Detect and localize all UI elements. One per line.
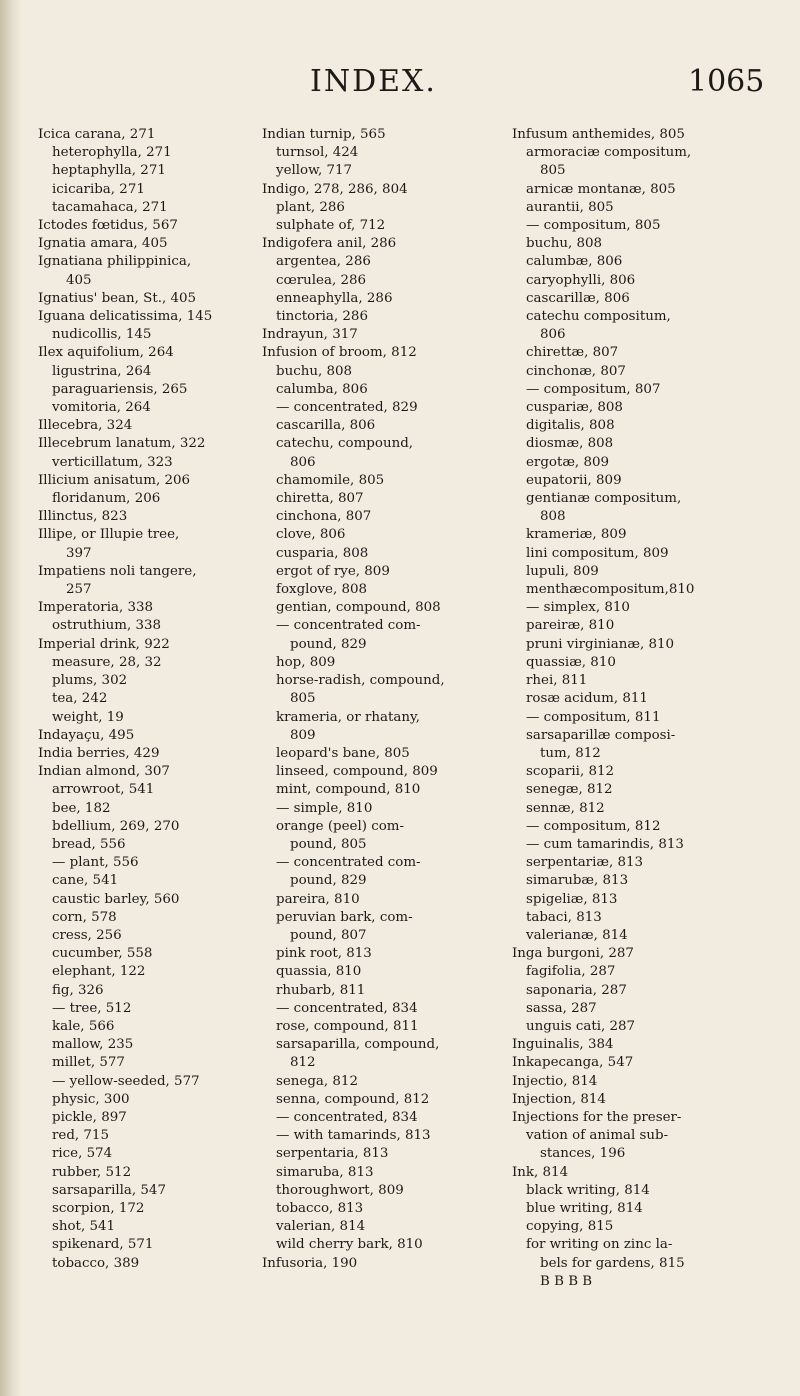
index-entry: Indian turnip, 565 <box>262 127 386 142</box>
index-entry: B B B B <box>540 1273 593 1289</box>
index-entry: sassa, 287 <box>526 1000 597 1016</box>
page-binding-edge <box>0 0 22 1396</box>
index-entry: cusparia, 808 <box>276 545 369 561</box>
index-entry: ostruthium, 338 <box>52 618 162 634</box>
index-entry: calumba, 806 <box>276 381 368 397</box>
index-entry: cinchona, 807 <box>276 509 372 525</box>
index-entry: pound, 829 <box>290 873 367 889</box>
index-entry: pink root, 813 <box>276 946 372 962</box>
index-entry: Ictodes fœtidus, 567 <box>38 218 178 234</box>
index-entry: plant, 286 <box>276 199 345 215</box>
index-entry: clove, 806 <box>276 527 346 543</box>
index-entry: spikenard, 571 <box>52 1237 154 1253</box>
index-entry: — concentrated, 834 <box>276 1109 418 1125</box>
index-entry: Illipe, or Illupie tree, <box>38 527 180 543</box>
index-entry: cane, 541 <box>52 873 119 889</box>
index-entry: Indigo, 278, 286, 804 <box>262 181 408 197</box>
index-entry: kale, 566 <box>52 1018 115 1034</box>
index-entry: buchu, 808 <box>276 363 353 379</box>
index-entry: — yellow-seeded, 577 <box>52 1073 200 1089</box>
index-entry: corn, 578 <box>52 909 117 925</box>
index-column-1 <box>38 126 263 1273</box>
index-entry: arrowroot, 541 <box>52 782 155 798</box>
index-entry: Illecebrum lanatum, 322 <box>38 436 206 452</box>
index-entry: fagifolia, 287 <box>526 964 616 980</box>
index-entry: — plant, 556 <box>52 855 139 871</box>
index-entry: blue writing, 814 <box>526 1200 643 1216</box>
index-entry: — simplex, 810 <box>526 600 630 616</box>
index-entry: Indian almond, 307 <box>38 764 170 780</box>
index-entry: — concentrated, 834 <box>276 1000 418 1016</box>
index-entry: 812 <box>290 1055 316 1071</box>
index-entry: Injectio, 814 <box>512 1073 598 1089</box>
index-entry: Ilex aquifolium, 264 <box>38 345 174 361</box>
index-entry: thoroughwort, 809 <box>276 1182 404 1198</box>
index-entry: digitalis, 808 <box>526 418 615 434</box>
index-entry: rice, 574 <box>52 1146 113 1162</box>
index-entry: bread, 556 <box>52 836 126 852</box>
index-entry: menthæcompositum,810 <box>526 582 695 598</box>
index-entry: cœrulea, 286 <box>276 272 367 288</box>
index-entry: Inga burgoni, 287 <box>512 946 634 962</box>
index-entry: senega, 812 <box>276 1073 358 1089</box>
index-entry: hop, 809 <box>276 654 336 670</box>
index-entry: lupuli, 809 <box>526 563 599 579</box>
index-entry: — cum tamarindis, 813 <box>526 836 684 852</box>
index-entry: catechu compositum, <box>526 309 671 325</box>
index-entry: weight, 19 <box>52 709 124 725</box>
index-entry: Ignatiana philippinica, <box>38 254 192 270</box>
index-entry: diosmæ, 808 <box>526 436 614 452</box>
index-entry: foxglove, 808 <box>276 582 368 598</box>
index-entry: 405 <box>66 272 92 288</box>
index-entry: serpentariæ, 813 <box>526 855 644 871</box>
index-entry: — concentrated com- <box>276 855 421 871</box>
index-entry: plums, 302 <box>52 673 128 689</box>
index-entry: — concentrated, 829 <box>276 400 418 416</box>
index-entry: Imperatoria, 338 <box>38 600 154 616</box>
index-entry: yellow, 717 <box>276 163 353 179</box>
index-entry: gentianæ compositum, <box>526 491 682 507</box>
index-entry: tobacco, 389 <box>52 1255 140 1271</box>
index-entry: 809 <box>290 727 316 743</box>
index-entry: — compositum, 805 <box>526 218 661 234</box>
index-entry: pound, 805 <box>290 836 367 852</box>
index-entry: measure, 28, 32 <box>52 654 162 670</box>
index-entry: Icica carana, 271 <box>38 127 156 142</box>
page-number: 1065 <box>688 64 765 99</box>
index-entry: simaruba, 813 <box>276 1164 374 1180</box>
index-entry: calumbæ, 806 <box>526 254 623 270</box>
index-entry: for writing on zinc la- <box>526 1237 673 1253</box>
index-entry: physic, 300 <box>52 1091 130 1107</box>
index-entry: ergot of rye, 809 <box>276 563 390 579</box>
index-entry: Infusoria, 190 <box>262 1255 358 1271</box>
index-entry: pound, 829 <box>290 636 367 652</box>
page-header <box>0 64 800 104</box>
index-entry: ergotæ, 809 <box>526 454 609 470</box>
index-entry: India berries, 429 <box>38 745 160 761</box>
index-entry: tinctoria, 286 <box>276 309 368 325</box>
index-entry: 397 <box>66 545 92 561</box>
index-entry: peruvian bark, com- <box>276 909 413 925</box>
index-entry: cascarillæ, 806 <box>526 290 630 306</box>
index-entry: arnicæ montanæ, 805 <box>526 181 676 197</box>
index-entry: Inguinalis, 384 <box>512 1037 614 1053</box>
index-entry: unguis cati, 287 <box>526 1018 636 1034</box>
index-entry: — compositum, 811 <box>526 709 661 725</box>
index-entry: Ignatia amara, 405 <box>38 236 168 252</box>
index-entry: vomitoria, 264 <box>52 400 151 416</box>
index-entry: — tree, 512 <box>52 1000 132 1016</box>
index-entry: Impatiens noli tangere, <box>38 563 197 579</box>
index-entry: eupatorii, 809 <box>526 472 622 488</box>
index-entry: Indrayun, 317 <box>262 327 358 343</box>
index-entry: red, 715 <box>52 1128 109 1144</box>
index-entry: aurantii, 805 <box>526 199 614 215</box>
index-entry: sennæ, 812 <box>526 800 605 816</box>
index-entry: sarsaparillæ composi- <box>526 727 676 743</box>
index-entry: chamomile, 805 <box>276 472 385 488</box>
index-entry: simarubæ, 813 <box>526 873 629 889</box>
index-entry: cascarilla, 806 <box>276 418 376 434</box>
index-entry: scoparii, 812 <box>526 764 615 780</box>
index-entry: elephant, 122 <box>52 964 146 980</box>
index-entry: Injections for the preser- <box>512 1109 682 1125</box>
index-entry: shot, 541 <box>52 1219 116 1235</box>
index-entry: tum, 812 <box>540 745 601 761</box>
index-column-2 <box>262 126 497 1273</box>
index-entry: senna, compound, 812 <box>276 1091 430 1107</box>
index-entry: tobacco, 813 <box>276 1200 364 1216</box>
index-entry: rubber, 512 <box>52 1164 132 1180</box>
index-entry: bee, 182 <box>52 800 111 816</box>
index-entry: scorpion, 172 <box>52 1200 145 1216</box>
index-entry: copying, 815 <box>526 1219 614 1235</box>
page-title: INDEX. <box>310 64 437 99</box>
index-entry: 257 <box>66 582 92 598</box>
index-entry: bdellium, 269, 270 <box>52 818 180 834</box>
index-entry: stances, 196 <box>540 1146 626 1162</box>
index-entry: — compositum, 812 <box>526 818 661 834</box>
index-entry: spigeliæ, 813 <box>526 891 618 907</box>
index-entry: caustic barley, 560 <box>52 891 180 907</box>
index-entry: lini compositum, 809 <box>526 545 669 561</box>
index-entry: heterophylla, 271 <box>52 145 172 161</box>
index-entry: heptaphylla, 271 <box>52 163 166 179</box>
index-entry: Infusion of broom, 812 <box>262 345 417 361</box>
index-entry: valerian, 814 <box>276 1219 366 1235</box>
index-entry: quassiæ, 810 <box>526 654 616 670</box>
index-entry: turnsol, 424 <box>276 145 359 161</box>
index-entry: — concentrated com- <box>276 618 421 634</box>
index-entry: valerianæ, 814 <box>526 927 628 943</box>
index-entry: 805 <box>290 691 316 707</box>
index-entry: linseed, compound, 809 <box>276 764 438 780</box>
index-entry: nudicollis, 145 <box>52 327 152 343</box>
index-entry: rose, compound, 811 <box>276 1018 419 1034</box>
index-entry: armoraciæ compositum, <box>526 145 692 161</box>
index-entry: sarsaparilla, 547 <box>52 1182 166 1198</box>
index-entry: Injection, 814 <box>512 1091 606 1107</box>
index-entry: chiretta, 807 <box>276 491 364 507</box>
index-entry: verticillatum, 323 <box>52 454 173 470</box>
index-entry: serpentaria, 813 <box>276 1146 389 1162</box>
index-entry: gentian, compound, 808 <box>276 600 441 616</box>
index-entry: argentea, 286 <box>276 254 371 270</box>
index-entry: paraguariensis, 265 <box>52 381 188 397</box>
index-entry: pound, 807 <box>290 927 367 943</box>
index-entry: buchu, 808 <box>526 236 603 252</box>
index-entry: Ink, 814 <box>512 1164 569 1180</box>
index-entry: krameria, or rhatany, <box>276 709 421 725</box>
index-entry: Imperial drink, 922 <box>38 636 170 652</box>
index-entry: saponaria, 287 <box>526 982 627 998</box>
index-entry: cress, 256 <box>52 927 122 943</box>
index-entry: catechu, compound, <box>276 436 414 452</box>
index-entry: pruni virginianæ, 810 <box>526 636 675 652</box>
index-entry: tabaci, 813 <box>526 909 602 925</box>
index-entry: millet, 577 <box>52 1055 125 1071</box>
index-entry: rosæ acidum, 811 <box>526 691 648 707</box>
index-entry: — compositum, 807 <box>526 381 661 397</box>
index-column-3 <box>512 126 784 1291</box>
index-entry: Illicium anisatum, 206 <box>38 472 191 488</box>
index-entry: mallow, 235 <box>52 1037 134 1053</box>
index-entry: rhei, 811 <box>526 673 588 689</box>
index-entry: mint, compound, 810 <box>276 782 421 798</box>
index-entry: 806 <box>540 327 566 343</box>
index-entry: krameriæ, 809 <box>526 527 627 543</box>
index-entry: Ignatius' bean, St., 405 <box>38 290 197 306</box>
index-entry: enneaphylla, 286 <box>276 290 393 306</box>
index-entry: 806 <box>290 454 316 470</box>
index-entry: icicariba, 271 <box>52 181 145 197</box>
index-entry: sulphate of, 712 <box>276 218 386 234</box>
index-entry: bels for gardens, 815 <box>540 1255 685 1271</box>
index-entry: sarsaparilla, compound, <box>276 1037 440 1053</box>
index-entry: floridanum, 206 <box>52 491 161 507</box>
index-entry: 808 <box>540 509 566 525</box>
index-entry: orange (peel) com- <box>276 818 405 834</box>
index-entry: Iguana delicatissima, 145 <box>38 309 213 325</box>
index-entry: Inkapecanga, 547 <box>512 1055 634 1071</box>
index-entry: cucumber, 558 <box>52 946 153 962</box>
index-entry: pareiræ, 810 <box>526 618 615 634</box>
index-entry: vation of animal sub- <box>526 1128 669 1144</box>
index-entry: leopard's bane, 805 <box>276 745 410 761</box>
index-entry: cuspariæ, 808 <box>526 400 623 416</box>
index-entry: quassia, 810 <box>276 964 362 980</box>
index-entry: rhubarb, 811 <box>276 982 366 998</box>
index-entry: Indayaçu, 495 <box>38 727 135 743</box>
index-entry: Illinctus, 823 <box>38 509 128 525</box>
index-entry: Illecebra, 324 <box>38 418 133 434</box>
index-entry: tacamahaca, 271 <box>52 199 168 215</box>
index-entry: horse-radish, compound, <box>276 673 445 689</box>
index-entry: wild cherry bark, 810 <box>276 1237 423 1253</box>
index-entry: — with tamarinds, 813 <box>276 1128 431 1144</box>
index-entry: 805 <box>540 163 566 179</box>
index-entry: senegæ, 812 <box>526 782 613 798</box>
index-entry: fig, 326 <box>52 982 104 998</box>
index-entry: Indigofera anil, 286 <box>262 236 397 252</box>
index-entry: pareira, 810 <box>276 891 360 907</box>
index-entry: Infusum anthemides, 805 <box>512 127 685 142</box>
index-entry: ligustrina, 264 <box>52 363 152 379</box>
index-entry: caryophylli, 806 <box>526 272 636 288</box>
index-entry: pickle, 897 <box>52 1109 127 1125</box>
index-entry: cinchonæ, 807 <box>526 363 626 379</box>
index-entry: chirettæ, 807 <box>526 345 619 361</box>
index-entry: — simple, 810 <box>276 800 373 816</box>
index-entry: tea, 242 <box>52 691 108 707</box>
index-entry: black writing, 814 <box>526 1182 650 1198</box>
